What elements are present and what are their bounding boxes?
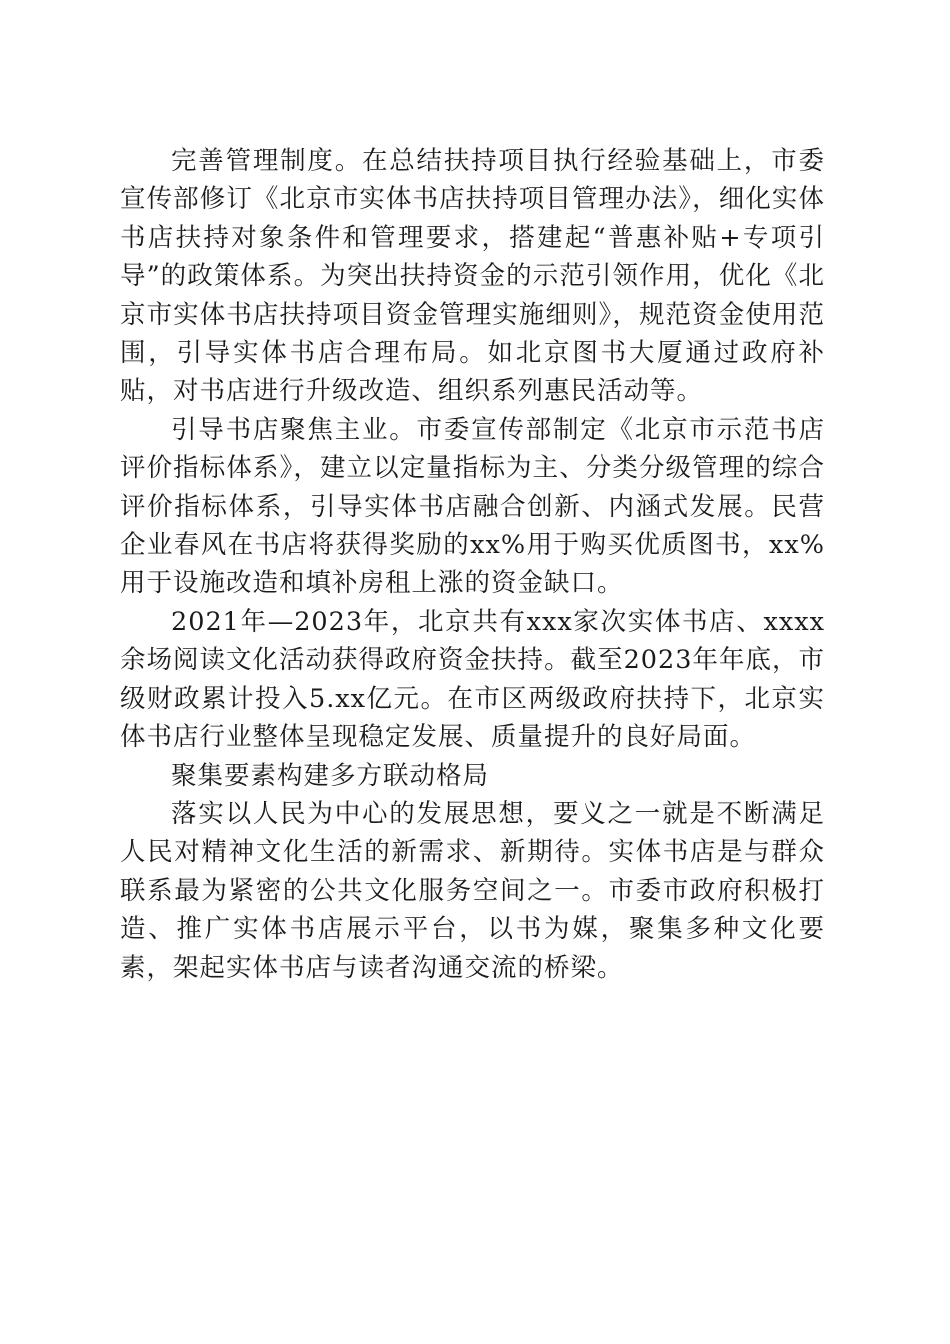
paragraph-people-centered: 落实以人民为中心的发展思想，要义之一就是不断满足人民对精神文化生活的新需求、新期待。实体书店是与群众联系最为紧密的公共文化服务空间之一。市委市政府积极打造、推广实体书店展示平台，以书为媒，聚集多种文化要素，架起实体书店与读者沟通交流的桥梁。 (120, 798, 825, 983)
document-body (120, 142, 825, 987)
paragraph-management-system: 完善管理制度。在总结扶持项目执行经验基础上，市委宣传部修订《北京市实体书店扶持项目管理办法》，细化实体书店扶持对象条件和管理要求，搭建起“普惠补贴+专项引导”的政策体系。为突出扶持资金的示范引领作用，优化《北京市实体书店扶持项目资金管理实施细则》，规范资金使用范围，引导实体书店合理布局。如北京图书大厦通过政府补贴，对书店进行升级改造、组织系列惠民活动等。 (120, 146, 825, 407)
paragraph-funding-results: 2021年—2023年，北京共有xxx家次实体书店、xxxx余场阅读文化活动获得政府资金扶持。截至2023年年底，市级财政累计投入5.xx亿元。在市区两级政府扶持下，北京实体书店行业整体呈现稳定发展、质量提升的良好局面。 (120, 606, 825, 753)
section-heading: 聚集要素构建多方联动格局 (171, 760, 490, 791)
paragraph-bookstore-focus: 引导书店聚焦主业。市委宣传部制定《北京市示范书店评价指标体系》，建立以定量指标为主、分类分级管理的综合评价指标体系，引导实体书店融合创新、内涵式发展。民营企业春风在书店将获得奖励的xx%用于购买优质图书，xx%用于设施改造和填补房租上涨的资金缺口。 (120, 414, 825, 599)
